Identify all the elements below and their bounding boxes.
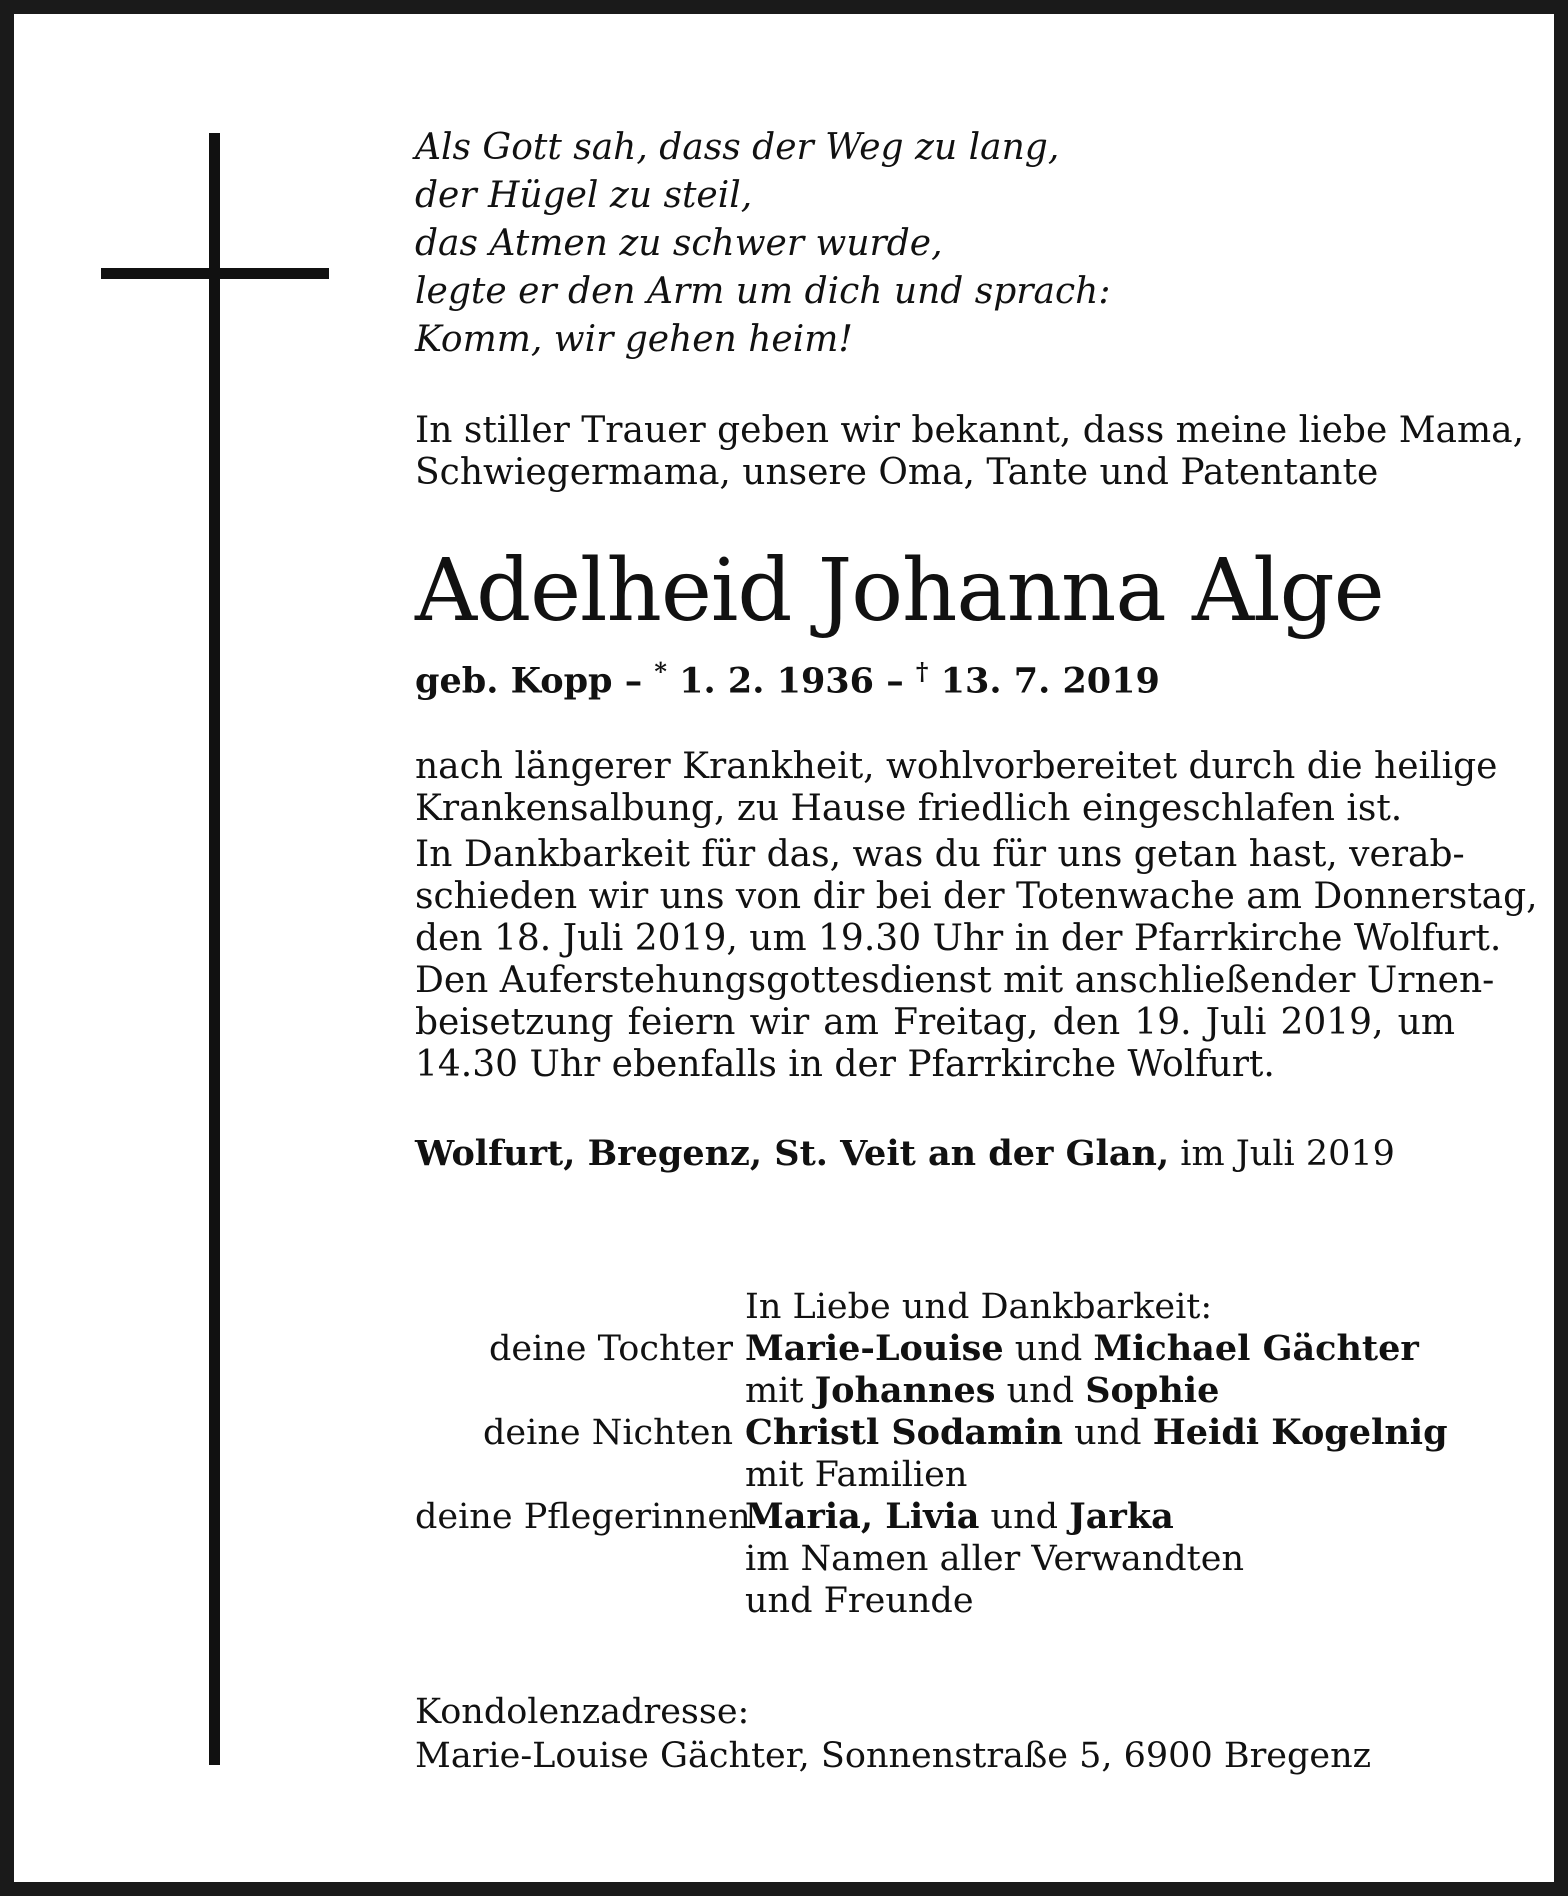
condolence-address: [415, 1690, 1371, 1778]
body-line: den 18. Juli 2019, um 19.30 Uhr in der Pfarrkirche Wolfurt.: [415, 917, 1502, 959]
signature-row: im Namen aller Verwandten: [745, 1539, 1244, 1579]
date-separator: –: [612, 660, 655, 702]
poem-line: legte er den Arm um dich und sprach:: [415, 271, 1111, 312]
relation-label: deine Tochter: [488, 1329, 733, 1369]
place-cities: Wolfurt, Bregenz, St. Veit an der Glan,: [415, 1132, 1170, 1174]
notice-content: [415, 124, 1538, 1176]
signature-row: deine Tochter Marie-Louise und Michael Gächter: [415, 1328, 1448, 1370]
cross-icon-vertical: [209, 133, 220, 1765]
place-date: [415, 1132, 1455, 1176]
intro-line: Schwiegermama, unsere Oma, Tante und Patentante: [415, 452, 1379, 493]
death-symbol: †: [915, 657, 929, 686]
mourner-name: Maria, Livia: [745, 1496, 980, 1537]
poem-line: das Atmen zu schwer wurde,: [415, 223, 943, 264]
cross-icon-horizontal: [101, 268, 329, 279]
death-date: 13. 7. 2019: [928, 660, 1160, 702]
body-line: Krankensalbung, zu Hause friedlich eingeschlafen ist.: [415, 787, 1403, 829]
body-line: In Dankbarkeit für das, was du für uns getan hast, verab-: [415, 833, 1465, 875]
intro-line: In stiller Trauer geben wir bekannt, dass meine liebe Mama,: [415, 410, 1525, 451]
relation-label: deine Pflegerinnen: [415, 1497, 751, 1537]
date-separator: –: [874, 660, 916, 702]
poem: [415, 124, 1455, 364]
signature-heading: In Liebe und Dankbarkeit:: [745, 1287, 1213, 1327]
body-line: Den Auferstehungsgottesdienst mit anschließender Urnen-: [415, 959, 1495, 1001]
funeral-text: [415, 833, 1538, 1086]
mourner-name: Johannes: [814, 1370, 996, 1411]
condolence-label: Kondolenzadresse:: [415, 1692, 750, 1732]
body-line: nach längerer Krankheit, wohlvorbereitet durch die heilige: [415, 745, 1498, 787]
mourner-name: Sophie: [1085, 1370, 1220, 1411]
passing-text: [415, 745, 1498, 830]
deceased-name: Adelheid Johanna Alge: [415, 541, 1384, 641]
life-dates: [415, 650, 1455, 704]
birth-symbol: *: [654, 657, 667, 686]
relation-label: deine Nichten: [483, 1413, 733, 1453]
signature-row: deine Pflegerinnen Maria, Livia und Jarka: [415, 1496, 1174, 1537]
body-line: 14.30 Uhr ebenfalls in der Pfarrkirche Wolfurt.: [415, 1043, 1275, 1085]
mourner-name: Jarka: [1069, 1496, 1174, 1537]
mourner-name: Christl Sodamin: [745, 1412, 1063, 1453]
birth-date: 1. 2. 1936: [666, 660, 875, 702]
signature-row: deine Nichten Christl Sodamin und Heidi Kogelnig: [415, 1412, 1448, 1454]
body-line: beisetzung feiern wir am Freitag, den 19. Juli 2019, um: [415, 1001, 1455, 1043]
mourner-name: Michael Gächter: [1093, 1328, 1419, 1369]
poem-line: Als Gott sah, dass der Weg zu lang,: [415, 127, 1060, 168]
body-line: schieden wir uns von dir bei der Totenwache am Donnerstag,: [415, 875, 1538, 917]
signature-row: [415, 1286, 1448, 1328]
signature-row: mit Johannes und Sophie: [745, 1370, 1220, 1411]
maiden-name: geb. Kopp: [415, 660, 613, 702]
condolence-street: Marie-Louise Gächter, Sonnenstraße 5, 6900 Bregenz: [415, 1736, 1372, 1776]
signature-row: und Freunde: [745, 1581, 974, 1621]
place-month: im Juli 2019: [1169, 1133, 1395, 1174]
signature-block: [415, 1286, 1448, 1622]
poem-line: der Hügel zu steil,: [415, 175, 753, 216]
poem-line: Komm, wir gehen heim!: [415, 319, 853, 360]
mourner-name: Heidi Kogelnig: [1152, 1412, 1448, 1453]
mourner-name: Marie-Louise: [745, 1328, 1004, 1369]
announcement-intro: [415, 410, 1525, 494]
signature-row: mit Familien: [745, 1455, 968, 1495]
